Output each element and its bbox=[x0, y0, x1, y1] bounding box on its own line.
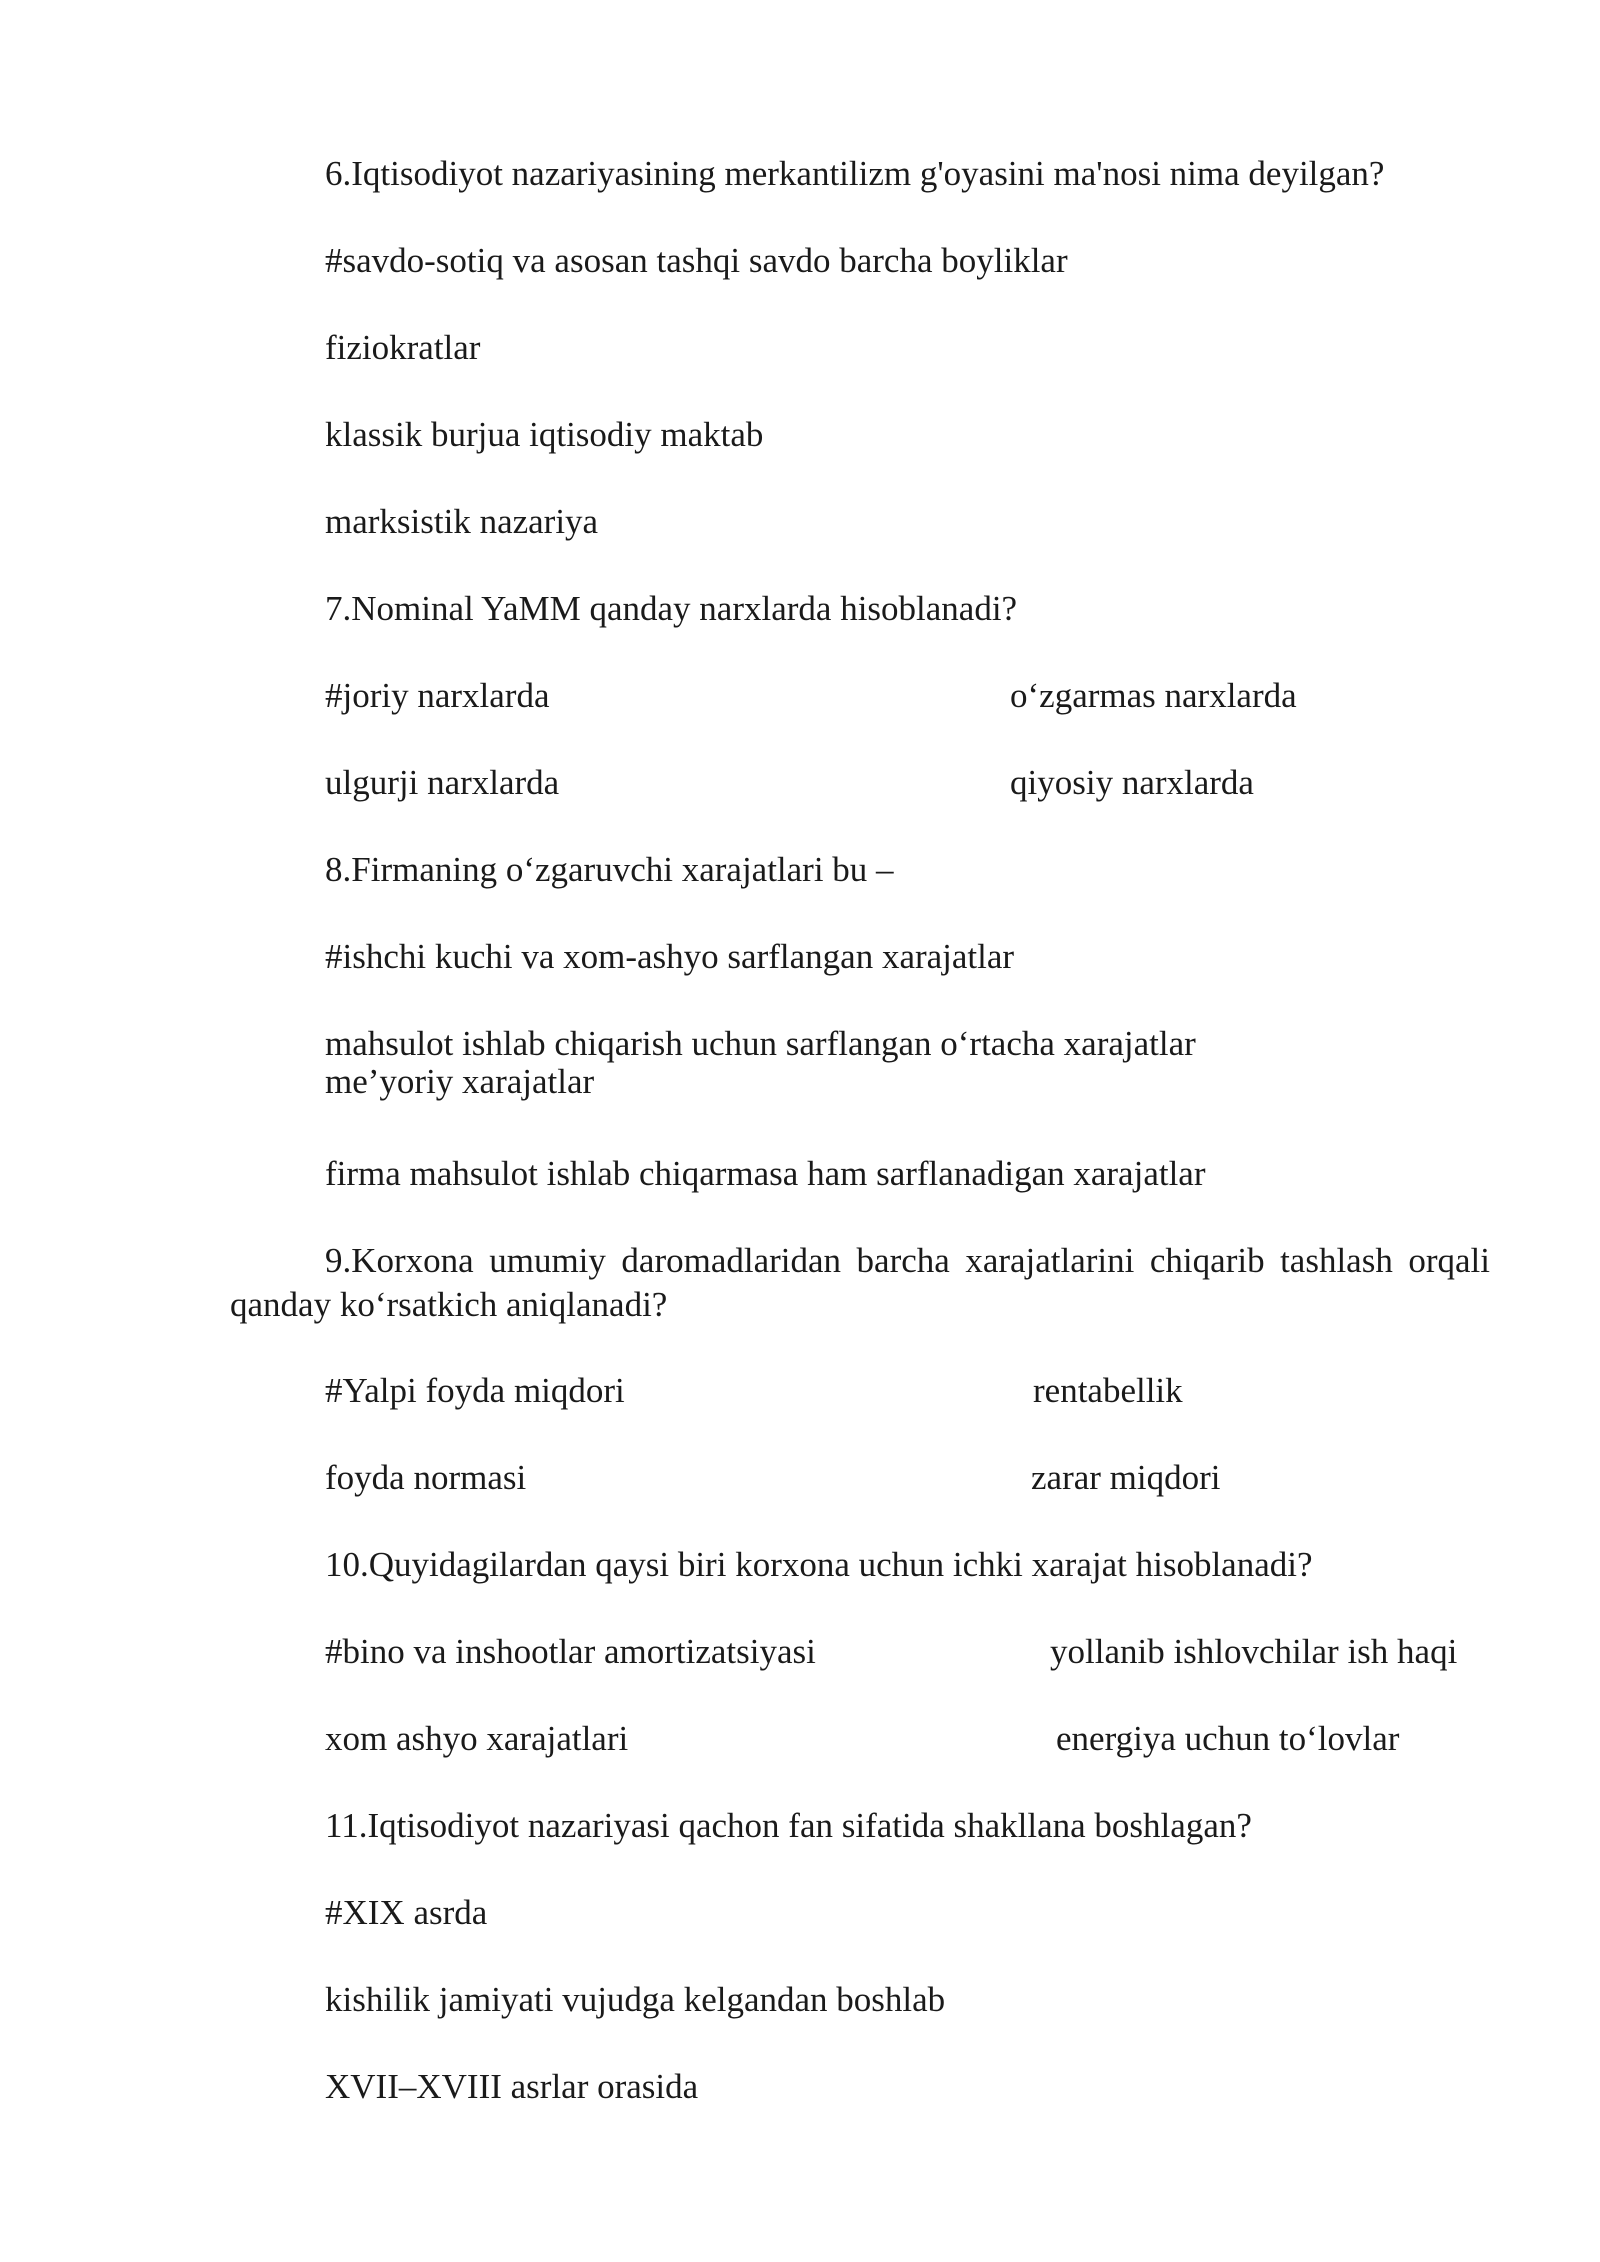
q10-option-2: yollanib ishlovchilar ish haqi bbox=[1050, 1632, 1458, 1671]
q11-option-3: XVII–XVIII asrlar orasida bbox=[325, 2067, 699, 2106]
q7-option-2: o‘zgarmas narxlarda bbox=[1010, 676, 1297, 715]
q8-option-4: firma mahsulot ishlab chiqarmasa ham sarflanadigan xarajatlar bbox=[325, 1154, 1206, 1193]
question-7: 7.Nominal YaMM qanday narxlarda hisoblanadi? bbox=[325, 589, 1018, 628]
q7-option-4: qiyosiy narxlarda bbox=[1010, 763, 1254, 802]
q9-option-1: #Yalpi foyda miqdori bbox=[325, 1371, 625, 1410]
q10-option-4: energiya uchun to‘lovlar bbox=[1056, 1719, 1400, 1758]
q10-option-1: #bino va inshootlar amortizatsiyasi bbox=[325, 1632, 816, 1671]
q8-option-3: me’yoriy xarajatlar bbox=[325, 1062, 595, 1101]
q6-option-1: #savdo-sotiq va asosan tashqi savdo barcha boyliklar bbox=[325, 241, 1068, 280]
q8-option-1: #ishchi kuchi va xom-ashyo sarflangan xarajatlar bbox=[325, 937, 1015, 976]
question-10: 10.Quyidagilardan qaysi biri korxona uchun ichki xarajat hisoblanadi? bbox=[325, 1545, 1313, 1584]
q9-option-4: zarar miqdori bbox=[1031, 1458, 1221, 1497]
question-11: 11.Iqtisodiyot nazariyasi qachon fan sifatida shakllana boshlagan? bbox=[325, 1806, 1252, 1845]
question-9: 9.Korxona umumiy daromadlaridan barcha xarajatlarini chiqarib tashlash orqali qanday ko‘rsatkich aniqlanadi? bbox=[230, 1241, 1490, 1324]
q9-option-3: foyda normasi bbox=[325, 1458, 527, 1497]
question-6: 6.Iqtisodiyot nazariyasining merkantilizm g'oyasini ma'nosi nima deyilgan? bbox=[325, 154, 1385, 193]
q6-option-2: fiziokratlar bbox=[325, 328, 481, 367]
q6-option-4: marksistik nazariya bbox=[325, 502, 599, 541]
q10-option-3: xom ashyo xarajatlari bbox=[325, 1719, 629, 1758]
q9-option-2: rentabellik bbox=[1033, 1371, 1183, 1410]
q7-option-1: #joriy narxlarda bbox=[325, 676, 550, 715]
q11-option-2: kishilik jamiyati vujudga kelgandan boshlab bbox=[325, 1980, 946, 2019]
question-8: 8.Firmaning o‘zgaruvchi xarajatlari bu – bbox=[325, 850, 894, 889]
q11-option-1: #XIX asrda bbox=[325, 1893, 488, 1932]
q8-option-2: mahsulot ishlab chiqarish uchun sarflangan o‘rtacha xarajatlar bbox=[325, 1024, 1196, 1063]
q7-option-3: ulgurji narxlarda bbox=[325, 763, 560, 802]
q6-option-3: klassik burjua iqtisodiy maktab bbox=[325, 415, 764, 454]
